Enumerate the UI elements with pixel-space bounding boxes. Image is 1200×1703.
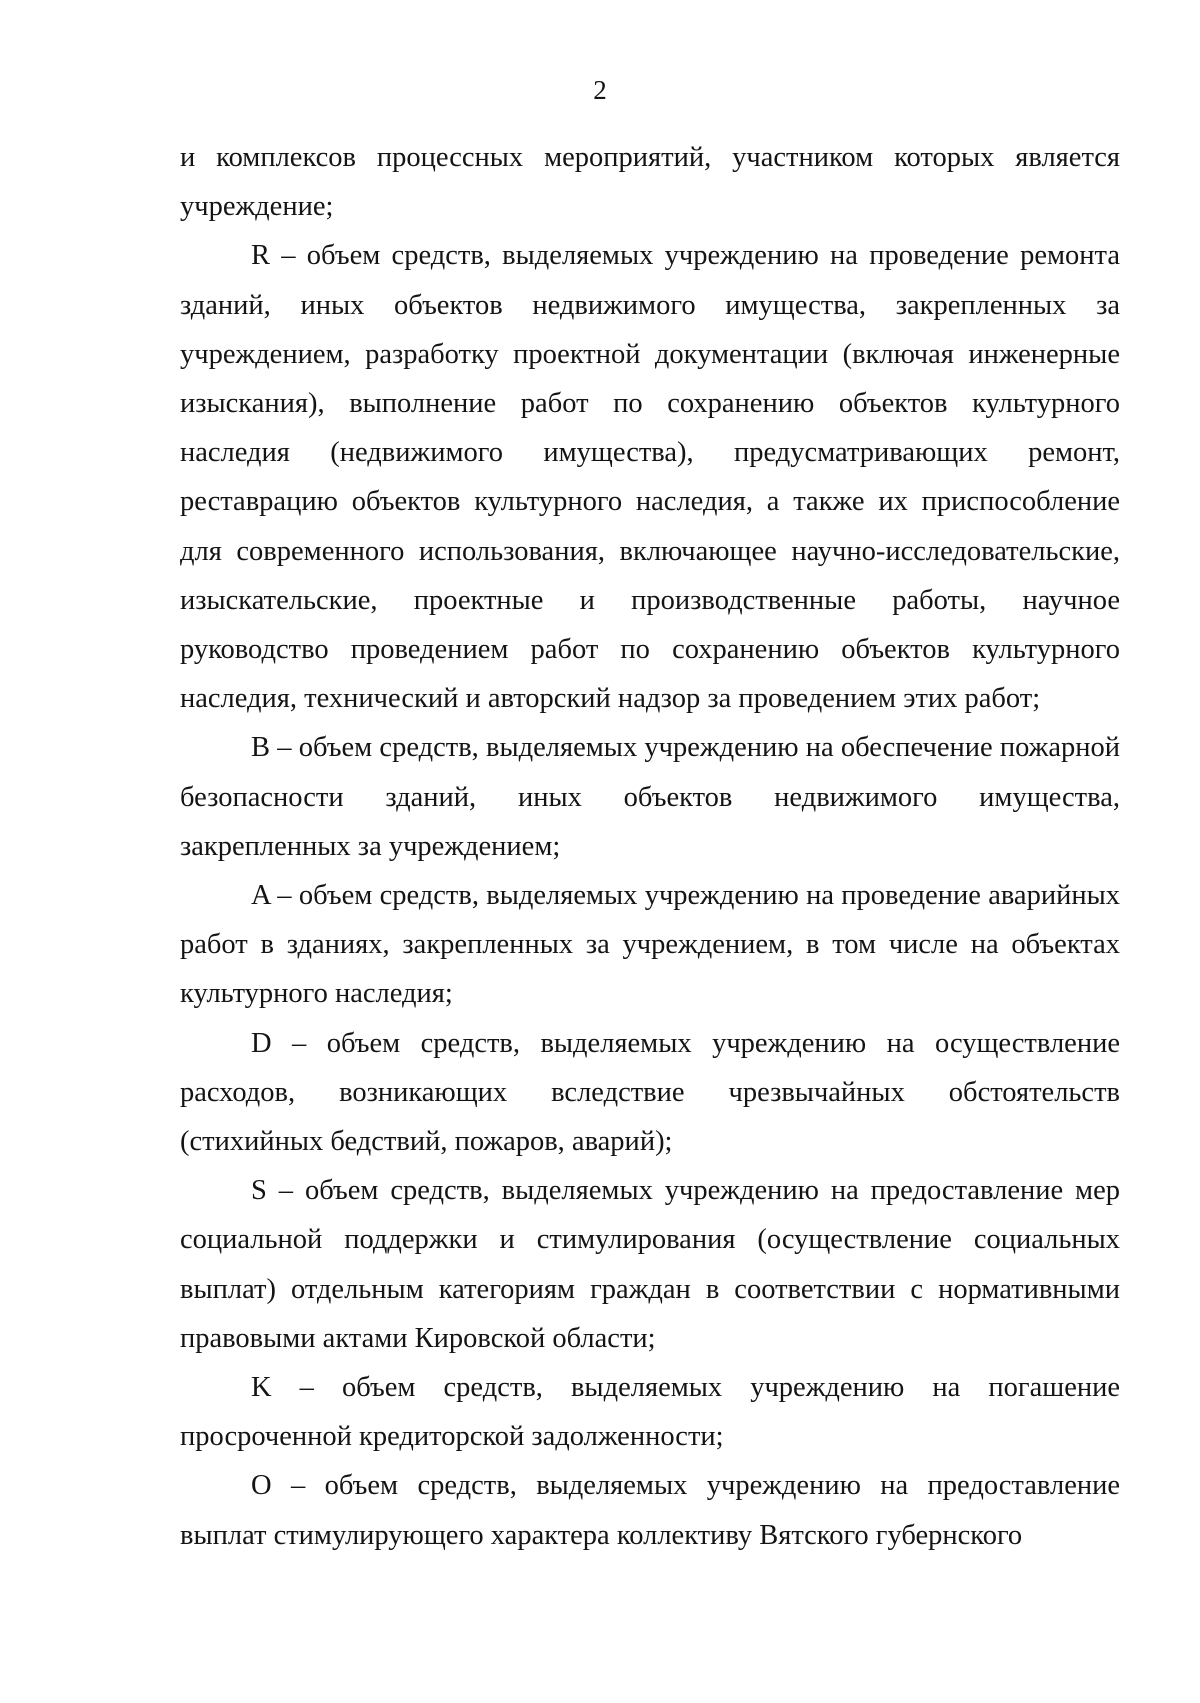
paragraph-o: O – объем средств, выделяемых учреждению на предоставление выплат стимулирующего характера коллективу Вятского губернского	[180, 1470, 1120, 1551]
paragraph-continuation: и комплексов процессных мероприятий, участником которых является учреждение;	[180, 142, 1120, 223]
paragraph-a: A – объем средств, выделяемых учреждению на проведение аварийных работ в зданиях, закрепленных за учреждением, в том числе на объектах культурного наследия;	[180, 880, 1120, 1010]
page-number: 2	[593, 75, 607, 105]
paragraph-d: D – объем средств, выделяемых учреждению на осуществление расходов, возникающих вследствие чрезвычайных обстоятельств (стихийных бедствий, пожаров, аварий);	[180, 1027, 1120, 1158]
document-body	[180, 133, 1120, 1560]
paragraph-k: K – объем средств, выделяемых учреждению на погашение просроченной кредиторской задолженности;	[180, 1372, 1120, 1453]
paragraph-r: R – объем средств, выделяемых учреждению на проведение ремонта зданий, иных объектов недвижимого имущества, закрепленных за учреждением, разработку проектной документации (включая инженерные изыскания), выполнение работ по сохранению объектов культурного наследия (недвижимого имущества), предусматривающих ремонт, реставрацию объектов культурного наследия, а также их приспособление для современного использования, включающее научно-исследовательские, изыскательские, проектные и производственные работы, научное руководство проведением работ по сохранению объектов культурного наследия, технический и авторский надзор за проведением этих работ;	[180, 240, 1120, 715]
paragraph-s: S – объем средств, выделяемых учреждению на предоставление мер социальной поддержки и стимулирования (осуществление социальных выплат) отдельным категориям граждан в соответствии с нормативными правовыми актами Кировской области;	[180, 1175, 1120, 1354]
paragraph-b: B – объем средств, выделяемых учреждению на обеспечение пожарной безопасности зданий, иных объектов недвижимого имущества, закрепленных за учреждением;	[180, 732, 1120, 862]
